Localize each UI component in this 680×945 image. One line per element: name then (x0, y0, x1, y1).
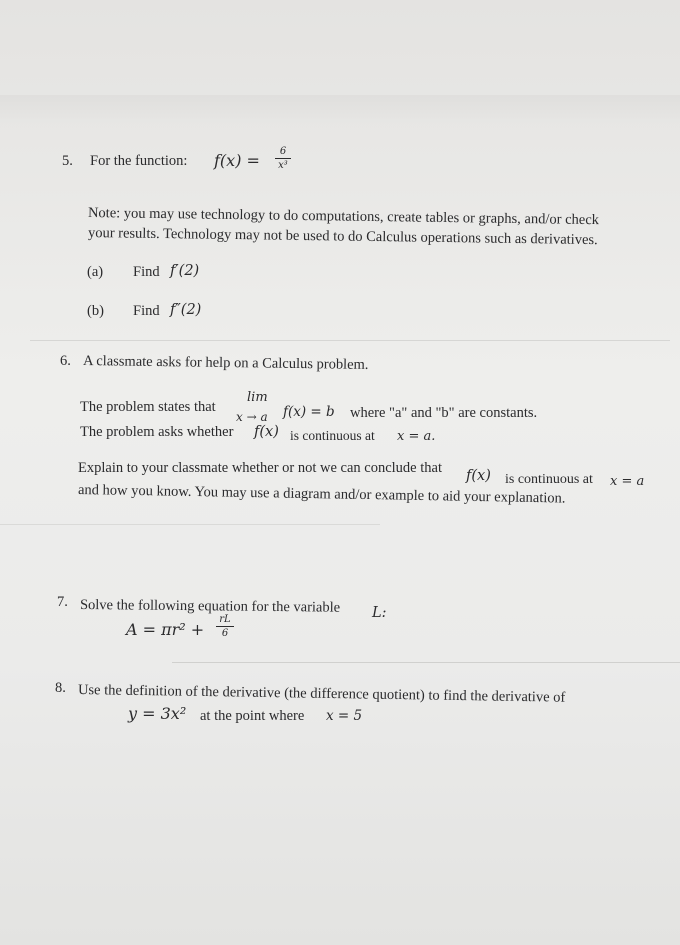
q7-fraction-denominator: 6 (221, 628, 229, 639)
q7-number: 7. (57, 594, 68, 610)
q8-point: x = 5 (326, 708, 363, 724)
q5-part-b-label: (b) (87, 303, 104, 319)
q6-explain-expression: f(x) (466, 468, 491, 484)
q6-explain-equation: x = a (610, 474, 645, 489)
q7-fraction-numerator: rL (219, 614, 231, 625)
q5-prompt: For the function: (90, 153, 188, 169)
q7-prompt: Solve the following equation for the variable (79, 597, 341, 616)
section-divider (30, 340, 670, 341)
q5-fraction-denominator: x³ (278, 160, 288, 171)
page-edge-line (0, 524, 380, 525)
q6-line2-equation: x = a. (397, 429, 436, 444)
q5-part-a-label: (a) (87, 264, 104, 280)
q8-equation: y = 3x² (128, 704, 187, 723)
q5-fraction-numerator: 6 (279, 146, 287, 157)
q8-prompt: Use the definition of the derivative (the difference quotient) to find the derivative of (77, 682, 566, 706)
q6-limit-expression: f(x) = b (283, 404, 335, 420)
q5-note-line-1: Note: you may use technology to do computations, create tables or graphs, and/or check (87, 205, 600, 229)
q6-explain-line-2: and how you know. You may use a diagram and/or example to aid your explanation. (77, 482, 566, 507)
q6-line2-prefix: The problem asks whether (80, 424, 234, 440)
q5-part-a-expression: f′(2) (170, 263, 200, 279)
q6-line2-middle: is continuous at (290, 428, 375, 443)
q7-equation-lhs: A = πr² + (126, 620, 205, 639)
q6-line1-suffix: where "a" and "b" are constants. (350, 405, 538, 421)
q6-explain-middle: is continuous at (505, 472, 593, 487)
q7-fraction-bar (216, 626, 234, 627)
q5-part-a-text: Find (133, 264, 160, 280)
q8-equation-suffix: at the point where (200, 708, 305, 724)
q5-number: 5. (62, 153, 73, 169)
q6-explain-line1-prefix: Explain to your classmate whether or not we can conclude that (78, 460, 442, 476)
q6-prompt: A classmate asks for help on a Calculus problem. (82, 353, 369, 373)
q5-function-lhs: f(x) = (214, 151, 260, 170)
q8-number: 8. (55, 680, 66, 696)
q5-part-b-text: Find (133, 303, 160, 319)
q5-fraction-bar (275, 158, 291, 159)
q6-line2-expression: f(x) (254, 424, 279, 440)
q5-function-fraction (275, 146, 291, 171)
q5-part-b-expression: f″(2) (170, 302, 202, 318)
q6-line1-prefix: The problem states that (80, 399, 216, 415)
q6-limit-subscript: x → a (236, 410, 268, 424)
q5-note-line-2: your results. Technology may not be used to do Calculus operations such as derivatives. (87, 225, 598, 249)
q6-limit-label: lim (247, 390, 268, 405)
paper-fold-shadow (0, 95, 680, 125)
q7-equation-fraction (216, 614, 234, 639)
q7-variable: L: (372, 605, 387, 621)
q6-number: 6. (60, 353, 71, 369)
section-divider-2 (172, 662, 680, 663)
